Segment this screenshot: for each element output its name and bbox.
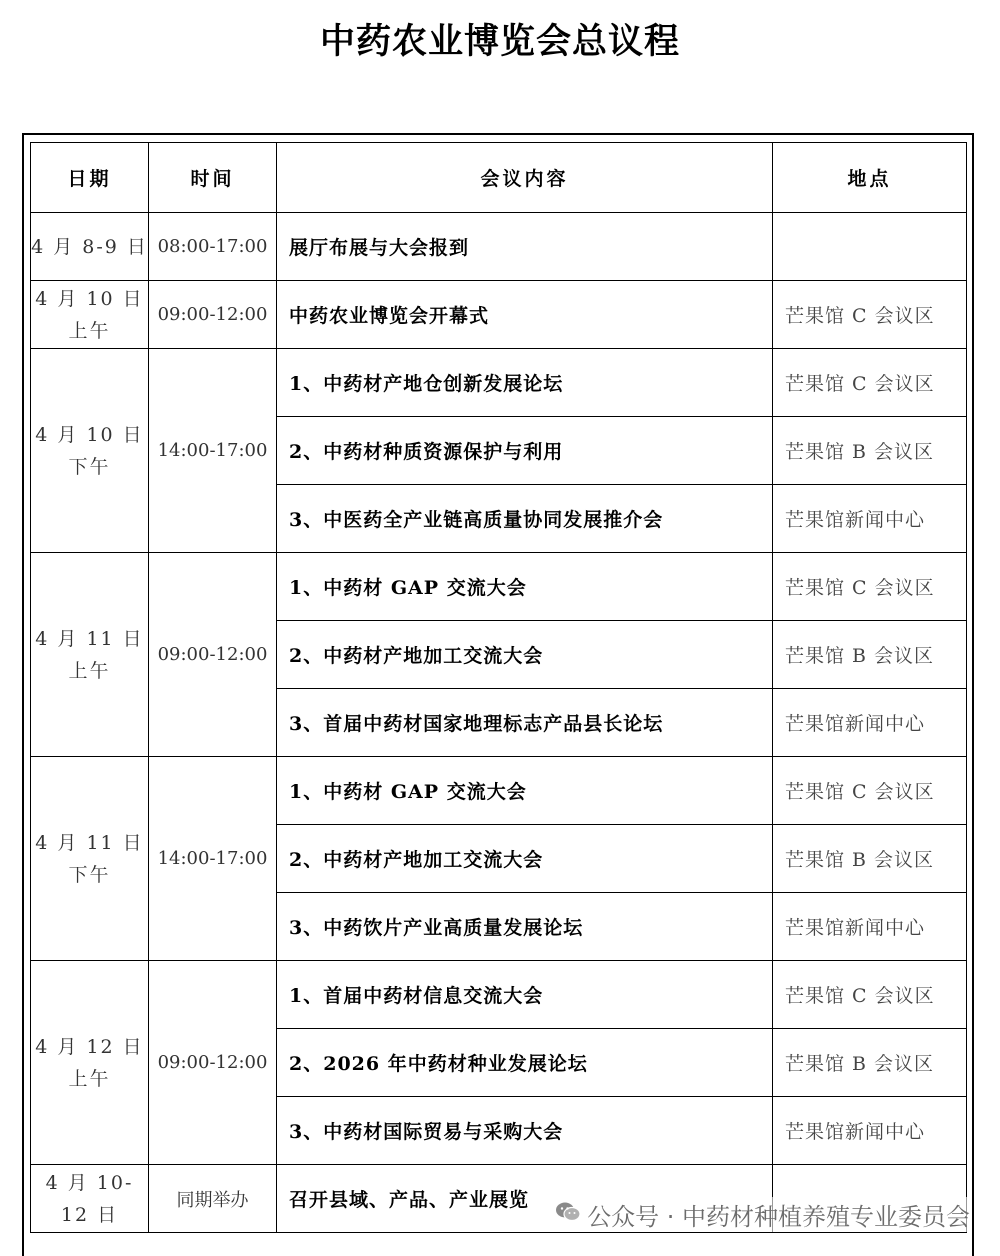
header-time: 时间 — [149, 143, 277, 213]
date-cell — [31, 1165, 149, 1233]
date-text — [31, 283, 148, 347]
date-cell — [31, 281, 149, 349]
date-cell — [31, 757, 149, 961]
venue-cell — [773, 213, 967, 281]
date-period: 下午 — [68, 455, 111, 478]
time-cell: 14:00-17:00 — [149, 349, 277, 553]
time-cell: 同期举办 — [149, 1165, 277, 1233]
content-cell: 2、中药材种质资源保护与利用 — [277, 417, 773, 485]
date-line: 上午 — [68, 319, 111, 342]
content-cell: 2、中药材产地加工交流大会 — [277, 825, 773, 893]
content-cell: 召开县域、产品、产业展览 — [277, 1165, 773, 1233]
date-period: 上午 — [68, 1067, 111, 1090]
watermark — [555, 1197, 970, 1232]
content-cell: 2、2026 年中药材种业发展论坛 — [277, 1029, 773, 1097]
venue-cell: 芒果馆 B 会议区 — [773, 417, 967, 485]
header-content: 会议内容 — [277, 143, 773, 213]
date-line: 4 月 11 日 — [35, 627, 144, 650]
venue-cell: 芒果馆新闻中心 — [773, 893, 967, 961]
content-cell: 1、首届中药材信息交流大会 — [277, 961, 773, 1029]
venue-cell: 芒果馆 C 会议区 — [773, 757, 967, 825]
date-cell — [31, 961, 149, 1165]
content-cell: 3、首届中药材国家地理标志产品县长论坛 — [277, 689, 773, 757]
content-cell: 1、中药材 GAP 交流大会 — [277, 553, 773, 621]
content-cell: 中药农业博览会开幕式 — [277, 281, 773, 349]
table-row — [31, 757, 967, 825]
venue-cell: 芒果馆 C 会议区 — [773, 553, 967, 621]
venue-cell: 芒果馆新闻中心 — [773, 485, 967, 553]
date-cell — [31, 553, 149, 757]
date-line: 4 月 10 日 — [35, 287, 144, 310]
date-line: 4 月 11 日 — [35, 831, 144, 854]
table-row — [31, 553, 967, 621]
content-cell: 1、中药材产地仓创新发展论坛 — [277, 349, 773, 417]
time-cell: 09:00-12:00 — [149, 553, 277, 757]
date-line: 4 月 10- — [45, 1171, 134, 1194]
date-cell: 4 月 8-9 日 — [31, 213, 149, 281]
venue-cell: 芒果馆 C 会议区 — [773, 961, 967, 1029]
date-period: 上午 — [68, 659, 111, 682]
table-row — [31, 213, 967, 281]
date-period: 12 日 — [60, 1203, 119, 1226]
table-row — [31, 281, 967, 349]
table-row — [31, 349, 967, 417]
wechat-icon — [555, 1201, 581, 1229]
content-cell: 3、中药材国际贸易与采购大会 — [277, 1097, 773, 1165]
table-row — [31, 961, 967, 1029]
date-cell — [31, 349, 149, 553]
venue-cell: 芒果馆 C 会议区 — [773, 281, 967, 349]
content-cell: 展厅布展与大会报到 — [277, 213, 773, 281]
header-date: 日期 — [31, 143, 149, 213]
content-cell: 3、中医药全产业链高质量协同发展推介会 — [277, 485, 773, 553]
venue-cell: 芒果馆 C 会议区 — [773, 349, 967, 417]
venue-cell: 芒果馆 B 会议区 — [773, 621, 967, 689]
time-cell: 09:00-12:00 — [149, 281, 277, 349]
date-line: 4 月 10 日 — [35, 423, 144, 446]
agenda-body — [31, 213, 967, 1233]
content-cell: 1、中药材 GAP 交流大会 — [277, 757, 773, 825]
venue-cell: 芒果馆 B 会议区 — [773, 825, 967, 893]
time-cell: 08:00-17:00 — [149, 213, 277, 281]
header-row — [31, 143, 967, 213]
time-cell: 14:00-17:00 — [149, 757, 277, 961]
page-title: 中药农业博览会总议程 — [319, 22, 680, 62]
time-cell: 09:00-12:00 — [149, 961, 277, 1165]
agenda-table — [30, 142, 967, 1233]
content-cell: 3、中药饮片产业高质量发展论坛 — [277, 893, 773, 961]
header-venue: 地点 — [773, 143, 967, 213]
date-line: 4 月 12 日 — [35, 1035, 144, 1058]
watermark-text: 公众号 · 中药材种植养殖专业委员会 — [587, 1203, 970, 1231]
content-cell: 2、中药材产地加工交流大会 — [277, 621, 773, 689]
venue-cell: 芒果馆新闻中心 — [773, 1097, 967, 1165]
date-period: 下午 — [68, 863, 111, 886]
venue-cell: 芒果馆 B 会议区 — [773, 1029, 967, 1097]
venue-cell: 芒果馆新闻中心 — [773, 689, 967, 757]
